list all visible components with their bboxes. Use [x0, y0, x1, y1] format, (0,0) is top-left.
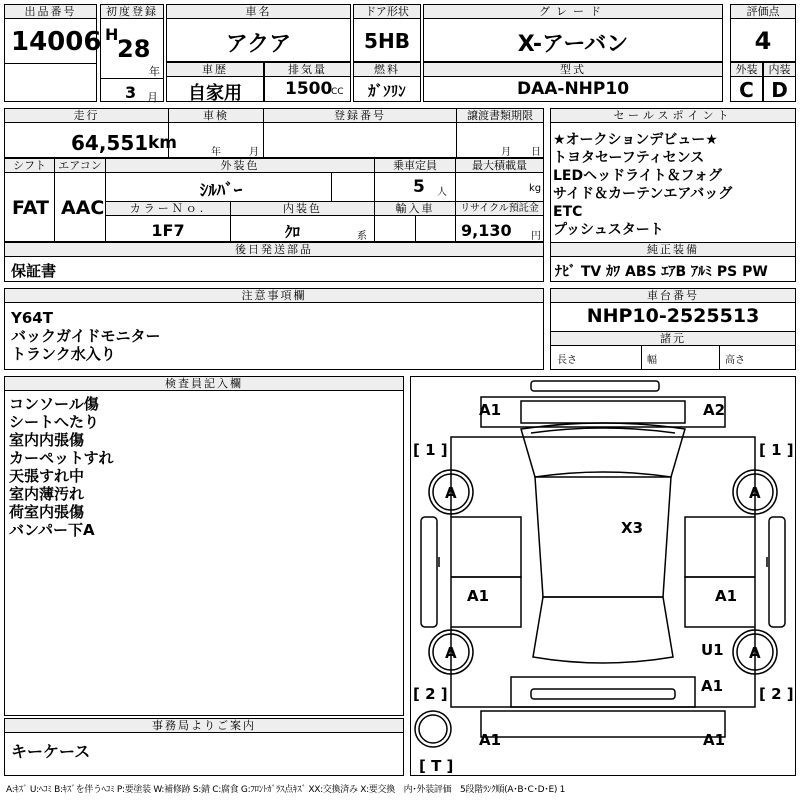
office-box — [4, 718, 404, 776]
damage-mark: X3 — [621, 519, 644, 537]
displacement: 1500 — [285, 79, 333, 99]
lot-number: 14006 — [11, 27, 102, 57]
fuel-label: 燃料 — [354, 63, 420, 77]
grade: X-アーバン — [517, 32, 629, 57]
fuel-box — [353, 62, 421, 102]
door-type: 5HB — [364, 29, 410, 53]
inspector-notes — [9, 395, 114, 539]
exterior-grade: C — [739, 78, 754, 102]
registration-year: 28 — [117, 35, 151, 63]
series-unit: 系 — [357, 231, 367, 242]
door-label: ドア形状 — [354, 5, 420, 19]
bracket-label: [ 2 ] — [759, 685, 794, 703]
lot-number-box — [4, 4, 102, 102]
notes-box — [4, 288, 544, 370]
registration-number-label: 登録番号 — [264, 109, 456, 123]
deadline-month-unit: 月 — [501, 147, 511, 158]
sales-point: サイド＆カーテンエアバッグ — [553, 186, 733, 202]
shift: FAT — [12, 197, 49, 219]
damage-mark: A — [749, 644, 761, 662]
sales-point: ETC — [553, 204, 583, 220]
transfer-deadline-label: 譲渡書類期限 — [457, 109, 543, 123]
inspection-label: 車検 — [169, 109, 263, 123]
genuine-equipment: ﾅﾋﾞ TV ｶﾜ ABS ｴｱB ｱﾙﾐ PS PW — [555, 264, 768, 280]
notes-list — [11, 309, 161, 363]
registration-month: 3 — [125, 83, 137, 102]
mileage: 64,551 — [71, 131, 149, 155]
damage-mark: A — [445, 644, 457, 662]
inspector-note: バンパー下A — [9, 521, 95, 539]
damage-mark: A1 — [715, 587, 738, 605]
damage-mark: A — [749, 484, 761, 502]
inspector-label: 検査員記入欄 — [5, 377, 403, 391]
aircon-label: エアコン — [55, 159, 105, 173]
year-unit: 年 — [149, 65, 160, 78]
mileage-box — [4, 108, 544, 158]
km-unit: km — [148, 133, 178, 153]
score-box — [730, 4, 796, 62]
car-name-label: 車名 — [167, 5, 350, 19]
inspector-note: 室内薄汚れ — [9, 485, 85, 503]
car-diagram-box — [410, 376, 796, 776]
inspection-year-unit: 年 — [211, 147, 221, 158]
grade-box — [423, 4, 723, 62]
bracket-label: [ 2 ] — [413, 685, 448, 703]
sales-points-box — [550, 108, 796, 244]
interior-grade-box — [763, 62, 796, 102]
grade-label: グレード — [424, 5, 722, 19]
note-item: バックガイドモニター — [11, 327, 161, 345]
note-item: トランク水入り — [11, 345, 116, 363]
displacement-label: 排気量 — [265, 63, 350, 77]
fuel: ｶﾞｿﾘﾝ — [368, 82, 406, 100]
width-label: 幅 — [647, 355, 657, 366]
recycle-fee: 9,130 — [461, 221, 512, 240]
deadline-day-unit: 日 — [531, 147, 541, 158]
interior-label: 内装 — [764, 63, 795, 77]
month-unit: 月 — [147, 91, 158, 104]
inspector-note: 荷室内張傷 — [9, 503, 85, 521]
office-note: キーケース — [11, 742, 91, 761]
sales-points-list — [553, 131, 732, 239]
history-box — [166, 62, 264, 102]
exterior-grade-box — [730, 62, 763, 102]
sales-points-label: セールスポイント — [551, 109, 795, 123]
damage-mark: A1 — [479, 731, 502, 749]
score: 4 — [754, 27, 772, 55]
damage-mark: A1 — [701, 677, 724, 695]
model-code-box — [423, 62, 723, 102]
inspector-note: 天張すれ中 — [9, 467, 85, 485]
import-label: 輸入車 — [375, 202, 455, 216]
score-label: 評価点 — [731, 5, 795, 19]
notes-label: 注意事項欄 — [5, 289, 543, 303]
bracket-label: [ 1 ] — [759, 441, 794, 459]
era: H — [105, 25, 119, 44]
max-load-label: 最大積載量 — [456, 159, 543, 173]
exterior-label: 外装 — [731, 63, 762, 77]
interior-grade: D — [771, 78, 788, 102]
inspector-note: シートへたり — [9, 413, 100, 431]
car-history: 自家用 — [188, 83, 242, 104]
genuine-equipment-label: 純正装備 — [551, 243, 795, 257]
recycle-label: リサイクル預託金 — [456, 202, 543, 216]
history-label: 車歴 — [167, 63, 263, 77]
inspection-month-unit: 月 — [249, 147, 259, 158]
color-number-label: カラーＮｏ. — [106, 202, 230, 216]
capacity-label: 乗車定員 — [375, 159, 455, 173]
sales-point: プッシュスタート — [553, 222, 664, 238]
later-parts-label: 後日発送部品 — [5, 243, 543, 257]
persons-unit: 人 — [437, 187, 447, 198]
damage-mark: A1 — [703, 731, 726, 749]
yen-unit: 円 — [531, 231, 541, 242]
inspector-note: コンソール傷 — [9, 395, 99, 413]
interior-color: ｸﾛ — [285, 223, 301, 241]
vehicle-details-box — [4, 158, 544, 242]
damage-mark: A1 — [467, 587, 490, 605]
aircon: AAC — [61, 197, 105, 219]
specs-label: 諸元 — [551, 332, 795, 346]
car-name: アクア — [225, 32, 292, 57]
sales-point: LEDヘッドライト＆フォグ — [553, 168, 722, 184]
chassis-number-label: 車台番号 — [551, 289, 795, 303]
kg-unit: kg — [529, 183, 542, 194]
genuine-equipment-box — [550, 242, 796, 282]
interior-color-label: 内装色 — [231, 202, 374, 216]
sales-point: トヨタセーフティセンス — [553, 150, 705, 166]
sales-point: ★オークションデビュー★ — [553, 132, 718, 148]
later-parts-box — [4, 242, 544, 282]
length-label: 長さ — [557, 355, 577, 366]
car-diagram — [411, 377, 795, 775]
color-number: 1F7 — [151, 221, 185, 240]
displacement-box — [264, 62, 351, 102]
damage-legend: A:ｷｽﾞ U:ﾍｺﾐ B:ｷｽﾞを伴うﾍｺﾐ P:要塗装 W:補修跡 S:錆 C:腐食 G:ﾌﾛﾝﾄｶﾞﾗｽ点ｷｽﾞ XX:交換済み X:要交換 内･外装評価 5段階ﾗﾝｸ順(A･B･C･D･E) 1 — [6, 785, 566, 795]
damage-mark: U1 — [701, 641, 724, 659]
chassis-number: NHP10-2525513 — [586, 305, 760, 327]
lot-number-label: 出品番号 — [5, 5, 96, 19]
inspector-note: 室内内張傷 — [9, 431, 85, 449]
inspector-box — [4, 376, 404, 716]
exterior-color: ｼﾙﾊﾞｰ — [199, 181, 243, 201]
bracket-label: [ 1 ] — [413, 441, 448, 459]
later-parts: 保証書 — [11, 262, 57, 280]
damage-mark: A — [445, 484, 457, 502]
car-name-box — [166, 4, 351, 62]
bracket-label: [ T ] — [419, 757, 454, 775]
first-registration-box — [100, 4, 164, 102]
shift-label: シフト — [5, 159, 54, 173]
exterior-color-label: 外装色 — [106, 159, 374, 173]
cc-unit: CC — [331, 87, 344, 97]
damage-mark: A1 — [479, 401, 502, 419]
door-box — [353, 4, 421, 62]
first-registration-label: 初度登録 — [101, 5, 163, 19]
chassis-box — [550, 288, 796, 370]
office-label: 事務局よりご案内 — [5, 719, 403, 733]
damage-mark: A2 — [703, 401, 726, 419]
inspector-note: カーペットすれ — [9, 449, 114, 467]
model-code-label: 型式 — [424, 63, 722, 77]
note-item: Y64T — [11, 309, 53, 327]
mileage-label: 走行 — [5, 109, 168, 123]
model-code: DAA-NHP10 — [516, 79, 630, 99]
capacity: 5 — [413, 177, 425, 197]
height-label: 高さ — [725, 355, 745, 366]
